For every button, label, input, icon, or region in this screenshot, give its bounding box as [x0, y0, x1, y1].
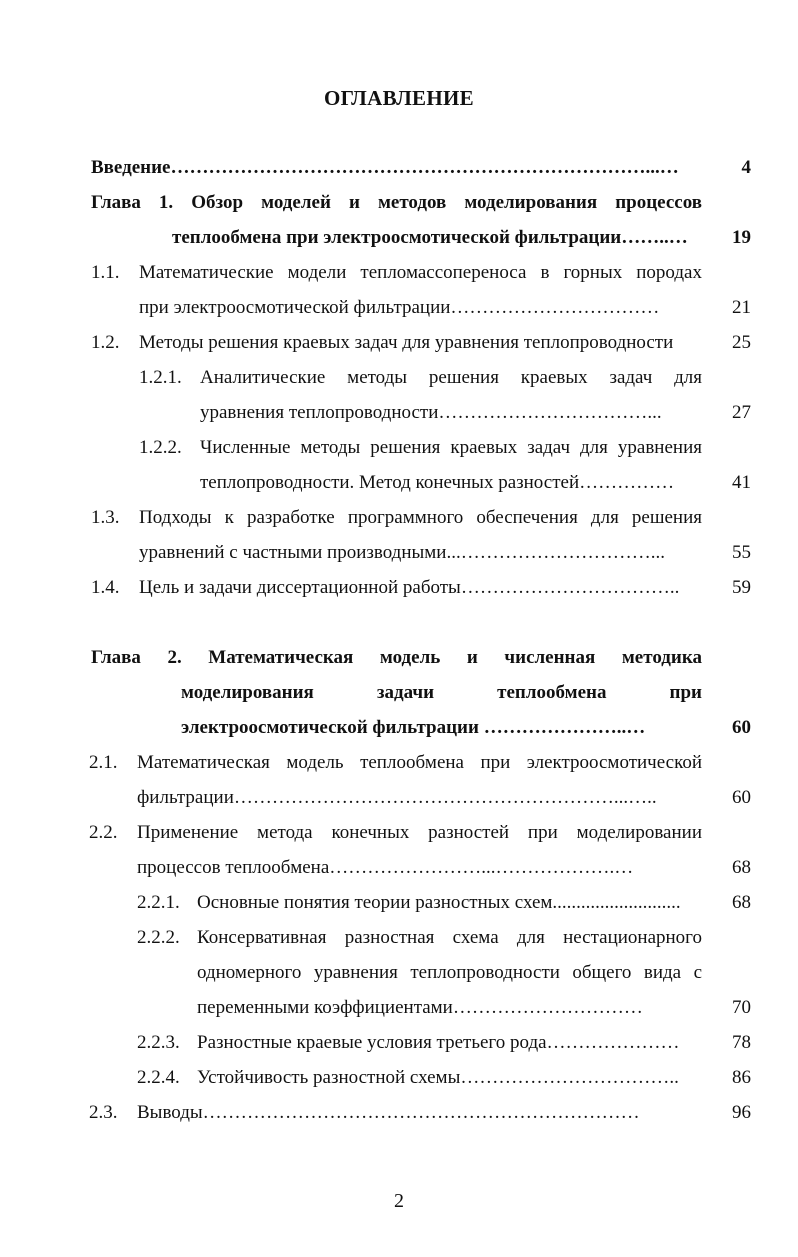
- toc-entry-number: 2.2.: [89, 822, 118, 843]
- toc-entry-page: 96: [732, 1102, 751, 1123]
- toc-entry-page: 41: [732, 472, 751, 493]
- toc-entry-page: 70: [732, 997, 751, 1018]
- toc-entry-text: Введение…………………………………………………………………...…: [91, 157, 679, 178]
- toc-title: ОГЛАВЛЕНИЕ: [324, 86, 474, 110]
- toc-entry-text: одномерного уравнения теплопроводности общего вида с: [197, 962, 702, 983]
- toc-entry-text: Математическая модель теплообмена при электроосмотической: [137, 752, 702, 773]
- toc-entry-page: 19: [732, 227, 751, 248]
- toc-entry-number: 1.2.1.: [139, 367, 182, 388]
- toc-entry-number: 2.2.2.: [137, 927, 180, 948]
- toc-entry-page: 60: [732, 717, 751, 738]
- toc-entry-page: 68: [732, 857, 751, 878]
- toc-entry-text: Консервативная разностная схема для нестационарного: [197, 927, 702, 948]
- toc-entry-text: электроосмотической фильтрации …………………..…: [181, 717, 646, 738]
- toc-entry-number: 2.2.4.: [137, 1067, 180, 1088]
- toc-entry-page: 86: [732, 1067, 751, 1088]
- toc-entry-text: Методы решения краевых задач для уравнения теплопроводности: [139, 332, 674, 353]
- toc-entry-text: Цель и задачи диссертационной работы……………………………..: [139, 577, 680, 598]
- toc-entry-text: Математические модели тепломассопереноса в горных породах: [139, 262, 702, 283]
- toc-entry-number: 1.1.: [91, 262, 120, 283]
- toc-entry-text: Подходы к разработке программного обеспечения для решения: [139, 507, 702, 528]
- toc-entry-number: 1.2.: [91, 332, 120, 353]
- toc-entry-text: Аналитические методы решения краевых задач для: [200, 367, 702, 388]
- toc-entry-text: Глава 1. Обзор моделей и методов моделирования процессов: [91, 192, 702, 213]
- toc-entry-page: 25: [732, 332, 751, 353]
- toc-entry-text: уравнений с частными производными...…………………………...: [139, 542, 665, 563]
- toc-entry-text: теплопроводности. Метод конечных разностей……………: [200, 472, 675, 493]
- toc-entry-text: Устойчивость разностной схемы……………………………..: [197, 1067, 679, 1088]
- toc-entry-text: Выводы……………………………………………………………: [137, 1102, 640, 1123]
- toc-entry-number: 2.2.1.: [137, 892, 180, 913]
- toc-entry-page: 78: [732, 1032, 751, 1053]
- toc-entry-text: Основные понятия теории разностных схем...........................: [197, 892, 681, 913]
- toc-entry-number: 1.3.: [91, 507, 120, 528]
- toc-entry-page: 59: [732, 577, 751, 598]
- toc-entry-text: при электроосмотической фильтрации……………………………: [139, 297, 660, 318]
- toc-entry-number: 2.1.: [89, 752, 118, 773]
- toc-entry-number: 1.2.2.: [139, 437, 182, 458]
- toc-entry-text: переменными коэффициентами…………………………: [197, 997, 643, 1018]
- toc-entry-text: Численные методы решения краевых задач для уравнения: [200, 437, 702, 458]
- toc-entry-page: 55: [732, 542, 751, 563]
- toc-entry-number: 2.3.: [89, 1102, 118, 1123]
- toc-entry-text: процессов теплообмена……………………...……………….…: [137, 857, 634, 878]
- toc-entry-text: Применение метода конечных разностей при моделировании: [137, 822, 702, 843]
- toc-entry-page: 60: [732, 787, 751, 808]
- toc-entry-text: моделирования задачи теплообмена при: [181, 682, 702, 703]
- toc-entry-page: 27: [732, 402, 751, 423]
- toc-entry-text: Глава 2. Математическая модель и численная методика: [91, 647, 702, 668]
- toc-entry-text: уравнения теплопроводности……………………………...: [200, 402, 662, 423]
- toc-entry-number: 2.2.3.: [137, 1032, 180, 1053]
- toc-entry-text: теплообмена при электроосмотической фильтрации……..…: [172, 227, 688, 248]
- toc-entry-text: Разностные краевые условия третьего рода…………………: [197, 1032, 680, 1053]
- toc-entry-number: 1.4.: [91, 577, 120, 598]
- page-number: 2: [394, 1190, 404, 1212]
- toc-entry-page: 21: [732, 297, 751, 318]
- toc-entry-page: 68: [732, 892, 751, 913]
- toc-entry-page: 4: [741, 157, 751, 178]
- toc-entry-text: фильтрации……………………………………………………...…..: [137, 787, 657, 808]
